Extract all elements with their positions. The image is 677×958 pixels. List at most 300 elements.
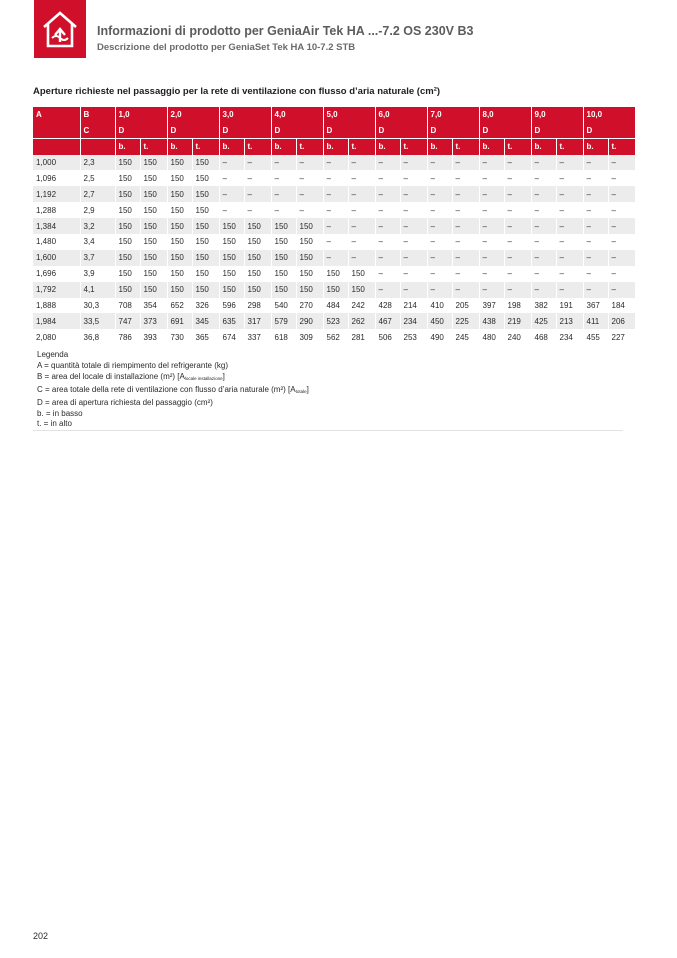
table-cell: 225 — [452, 313, 479, 329]
table-cell: 150 — [140, 186, 167, 202]
ventilation-table-container — [33, 107, 623, 345]
section-title: Aperture richieste nel passaggio per la rete di ventilazione con flusso d’aria naturale (cm²) — [33, 86, 441, 97]
header-top: t. — [296, 139, 323, 155]
table-cell: 150 — [167, 170, 192, 186]
table-cell: 281 — [348, 329, 375, 345]
table-cell: 382 — [531, 298, 556, 314]
header-top: t. — [400, 139, 427, 155]
table-cell: 150 — [140, 282, 167, 298]
table-cell: 214 — [400, 298, 427, 314]
table-cell: 150 — [140, 170, 167, 186]
table-cell: 635 — [219, 313, 244, 329]
table-cell: – — [452, 170, 479, 186]
table-cell: 652 — [167, 298, 192, 314]
table-cell: – — [608, 155, 635, 171]
table-cell: – — [296, 202, 323, 218]
table-cell: 150 — [140, 218, 167, 234]
table-cell: – — [608, 234, 635, 250]
table-row — [33, 218, 635, 234]
table-cell: – — [479, 202, 504, 218]
legend-b-text: B = area del locale di installazione (m²) [A — [37, 371, 185, 381]
table-cell: – — [323, 202, 348, 218]
table-cell: – — [583, 218, 608, 234]
table-cell: – — [504, 282, 531, 298]
table-cell: 367 — [583, 298, 608, 314]
header-c-value: 1,0 — [115, 107, 167, 123]
header-d: D — [271, 123, 323, 139]
table-cell: – — [375, 170, 400, 186]
table-cell: – — [504, 266, 531, 282]
table-cell: – — [244, 170, 271, 186]
table-cell: 150 — [296, 266, 323, 282]
table-cell: 393 — [140, 329, 167, 345]
legend-b-subscript: locale installazione — [184, 375, 223, 381]
header-bottom: b. — [531, 139, 556, 155]
table-row — [33, 170, 635, 186]
table-cell: – — [400, 250, 427, 266]
table-cell: 150 — [140, 266, 167, 282]
table-cell: 150 — [140, 155, 167, 171]
table-cell: 240 — [504, 329, 531, 345]
legend-item-a: A = quantità totale di riempimento del refrigerante (kg) — [37, 360, 228, 370]
table-cell: 562 — [323, 329, 348, 345]
table-cell: – — [479, 186, 504, 202]
table-cell: – — [608, 170, 635, 186]
table-cell: – — [427, 202, 452, 218]
header-d: D — [427, 123, 479, 139]
table-cell: 150 — [115, 250, 140, 266]
table-cell: – — [583, 170, 608, 186]
table-cell: – — [556, 250, 583, 266]
header-bottom: b. — [375, 139, 400, 155]
legend-item-b — [37, 372, 309, 385]
table-cell: 3,9 — [80, 266, 115, 282]
table-cell: 2,5 — [80, 170, 115, 186]
table-cell: 150 — [192, 250, 219, 266]
page-header-title: Informazioni di prodotto per GeniaAir Tek HA ...-7.2 OS 230V B3 — [97, 24, 474, 38]
header-bottom: b. — [167, 139, 192, 155]
table-cell: 150 — [115, 266, 140, 282]
header-blank — [80, 139, 115, 155]
table-cell: – — [504, 250, 531, 266]
table-cell: 1,000 — [33, 155, 80, 171]
table-cell: 691 — [167, 313, 192, 329]
table-cell: – — [556, 282, 583, 298]
table-cell: 36,8 — [80, 329, 115, 345]
table-cell: – — [323, 218, 348, 234]
table-cell: 213 — [556, 313, 583, 329]
table-cell: – — [400, 155, 427, 171]
table-cell: 747 — [115, 313, 140, 329]
table-cell: – — [244, 202, 271, 218]
table-cell: 410 — [427, 298, 452, 314]
table-cell: 326 — [192, 298, 219, 314]
table-cell: 150 — [115, 170, 140, 186]
table-cell: 1,888 — [33, 298, 80, 314]
table-body — [33, 155, 635, 346]
header-d: D — [219, 123, 271, 139]
table-cell: 150 — [167, 282, 192, 298]
header-c: C — [80, 123, 115, 139]
table-cell: 468 — [531, 329, 556, 345]
legend — [37, 350, 309, 430]
table-cell: 2,3 — [80, 155, 115, 171]
table-cell: – — [504, 218, 531, 234]
table-cell: 150 — [115, 202, 140, 218]
table-cell: 150 — [271, 250, 296, 266]
table-cell: 2,7 — [80, 186, 115, 202]
table-cell: 2,9 — [80, 202, 115, 218]
table-cell: 3,7 — [80, 250, 115, 266]
table-cell: 150 — [192, 234, 219, 250]
table-row — [33, 298, 635, 314]
header-a: A — [33, 107, 80, 123]
table-cell: – — [348, 250, 375, 266]
table-cell: – — [452, 250, 479, 266]
legend-c-text: C = area totale della rete di ventilazione con flusso d’aria naturale (m²) [A — [37, 384, 296, 394]
header-d: D — [531, 123, 583, 139]
table-row — [33, 202, 635, 218]
table-cell: – — [583, 266, 608, 282]
header-c-value: 2,0 — [167, 107, 219, 123]
table-cell: – — [531, 282, 556, 298]
table-cell: 3,4 — [80, 234, 115, 250]
table-cell: 298 — [244, 298, 271, 314]
table-cell: – — [504, 155, 531, 171]
table-cell: – — [583, 155, 608, 171]
header-top: t. — [348, 139, 375, 155]
table-cell: 150 — [167, 234, 192, 250]
table-cell: – — [244, 155, 271, 171]
table-cell: – — [556, 218, 583, 234]
table-cell: – — [583, 234, 608, 250]
header-bottom: b. — [271, 139, 296, 155]
table-cell: 345 — [192, 313, 219, 329]
legend-c-bracket: ] — [306, 384, 309, 394]
table-cell: – — [271, 202, 296, 218]
table-cell: 484 — [323, 298, 348, 314]
table-cell: 150 — [167, 186, 192, 202]
table-cell: – — [452, 186, 479, 202]
header-d: D — [115, 123, 167, 139]
table-cell: 150 — [271, 234, 296, 250]
table-cell: 150 — [323, 282, 348, 298]
table-cell: – — [531, 250, 556, 266]
table-cell: 270 — [296, 298, 323, 314]
table-cell: – — [375, 218, 400, 234]
table-cell: – — [479, 266, 504, 282]
header-d: D — [323, 123, 375, 139]
table-cell: – — [271, 155, 296, 171]
table-cell: 150 — [167, 218, 192, 234]
table-cell: – — [427, 266, 452, 282]
legend-c-subscript: totale — [295, 388, 307, 394]
table-cell: – — [323, 155, 348, 171]
table-cell: – — [375, 186, 400, 202]
table-cell: 1,288 — [33, 202, 80, 218]
header-top: t. — [452, 139, 479, 155]
table-cell: 450 — [427, 313, 452, 329]
table-cell: 1,696 — [33, 266, 80, 282]
table-cell: 150 — [271, 218, 296, 234]
table-cell: 150 — [219, 234, 244, 250]
table-cell: 428 — [375, 298, 400, 314]
table-cell: – — [427, 186, 452, 202]
table-cell: – — [375, 250, 400, 266]
table-cell: 33,5 — [80, 313, 115, 329]
table-cell: – — [219, 186, 244, 202]
table-cell: 205 — [452, 298, 479, 314]
table-cell: 150 — [219, 282, 244, 298]
table-cell: – — [219, 202, 244, 218]
table-cell: – — [296, 186, 323, 202]
table-cell: – — [531, 266, 556, 282]
table-cell: – — [531, 170, 556, 186]
header-blank — [33, 123, 80, 139]
table-cell: – — [400, 186, 427, 202]
table-cell: – — [583, 186, 608, 202]
table-cell: 1,192 — [33, 186, 80, 202]
table-cell: – — [323, 234, 348, 250]
header-c-value: 8,0 — [479, 107, 531, 123]
table-cell: 150 — [140, 234, 167, 250]
table-cell: 184 — [608, 298, 635, 314]
table-cell: – — [348, 155, 375, 171]
header-blank — [33, 139, 80, 155]
table-cell: 150 — [192, 202, 219, 218]
table-cell: – — [583, 282, 608, 298]
table-cell: 1,096 — [33, 170, 80, 186]
table-cell: 150 — [296, 218, 323, 234]
table-cell: – — [608, 202, 635, 218]
table-cell: 365 — [192, 329, 219, 345]
table-cell: – — [452, 266, 479, 282]
header-c-value: 7,0 — [427, 107, 479, 123]
table-cell: – — [452, 234, 479, 250]
table-cell: 397 — [479, 298, 504, 314]
header-c-value: 4,0 — [271, 107, 323, 123]
table-cell: – — [556, 155, 583, 171]
table-cell: – — [427, 155, 452, 171]
header-bottom: b. — [583, 139, 608, 155]
table-cell: 150 — [115, 155, 140, 171]
table-cell: – — [348, 218, 375, 234]
table-cell: – — [375, 234, 400, 250]
legend-item-bottom: b. = in basso — [37, 408, 83, 418]
header-bottom: b. — [427, 139, 452, 155]
table-cell: – — [400, 266, 427, 282]
header-c-value: 3,0 — [219, 107, 271, 123]
table-cell: 150 — [167, 250, 192, 266]
table-cell: 480 — [479, 329, 504, 345]
header-d: D — [167, 123, 219, 139]
table-cell: – — [531, 202, 556, 218]
table-cell: – — [244, 186, 271, 202]
table-cell: – — [608, 266, 635, 282]
page-header-subtitle: Descrizione del prodotto per GeniaSet Tek HA 10-7.2 STB — [97, 42, 356, 53]
header-c-value: 6,0 — [375, 107, 427, 123]
table-row — [33, 282, 635, 298]
table-cell: – — [556, 202, 583, 218]
table-cell: 227 — [608, 329, 635, 345]
table-cell: – — [504, 234, 531, 250]
table-cell: 150 — [244, 266, 271, 282]
table-cell: – — [271, 170, 296, 186]
table-cell: – — [323, 186, 348, 202]
table-cell: 150 — [323, 266, 348, 282]
table-cell: – — [427, 218, 452, 234]
table-cell: 674 — [219, 329, 244, 345]
table-cell: 490 — [427, 329, 452, 345]
legend-item-d: D = area di apertura richiesta del passaggio (cm²) — [37, 397, 213, 407]
table-row — [33, 313, 635, 329]
header-bottom: b. — [115, 139, 140, 155]
table-cell: – — [556, 170, 583, 186]
table-cell: – — [427, 170, 452, 186]
table-cell: 150 — [140, 202, 167, 218]
legend-b-bracket: ] — [222, 371, 225, 381]
table-cell: – — [556, 234, 583, 250]
ventilation-openings-table — [33, 107, 636, 345]
page-number: 202 — [33, 931, 49, 941]
table-cell: – — [375, 202, 400, 218]
table-cell: 579 — [271, 313, 296, 329]
table-cell: 30,3 — [80, 298, 115, 314]
table-cell: – — [296, 170, 323, 186]
table-cell: – — [479, 155, 504, 171]
table-cell: 1,600 — [33, 250, 80, 266]
header-c-value: 10,0 — [583, 107, 635, 123]
table-cell: 506 — [375, 329, 400, 345]
table-cell: 3,2 — [80, 218, 115, 234]
table-cell: 150 — [348, 266, 375, 282]
table-cell: – — [479, 234, 504, 250]
table-cell: – — [583, 250, 608, 266]
table-cell: – — [556, 266, 583, 282]
table-cell: 730 — [167, 329, 192, 345]
table-cell: – — [452, 202, 479, 218]
table-cell: 150 — [271, 282, 296, 298]
table-cell: – — [400, 282, 427, 298]
table-cell: – — [427, 250, 452, 266]
header-d: D — [583, 123, 635, 139]
table-cell: 150 — [296, 282, 323, 298]
table-cell: 1,984 — [33, 313, 80, 329]
table-cell: 786 — [115, 329, 140, 345]
table-cell: – — [504, 186, 531, 202]
table-cell: – — [427, 282, 452, 298]
table-cell: – — [400, 202, 427, 218]
table-cell: 1,384 — [33, 218, 80, 234]
table-cell: – — [348, 202, 375, 218]
table-cell: 191 — [556, 298, 583, 314]
table-cell: 317 — [244, 313, 271, 329]
header-top: t. — [504, 139, 531, 155]
table-cell: 455 — [583, 329, 608, 345]
header-top: t. — [192, 139, 219, 155]
header-bottom: b. — [219, 139, 244, 155]
house-heat-icon — [34, 0, 86, 58]
table-header — [33, 107, 635, 155]
table-cell: – — [583, 202, 608, 218]
table-cell: – — [479, 170, 504, 186]
header-c-value: 9,0 — [531, 107, 583, 123]
table-cell: – — [504, 170, 531, 186]
table-cell: 150 — [296, 250, 323, 266]
table-cell: 150 — [219, 266, 244, 282]
table-cell: – — [479, 282, 504, 298]
table-cell: 150 — [192, 282, 219, 298]
table-cell: – — [504, 202, 531, 218]
table-cell: 234 — [556, 329, 583, 345]
table-cell: 150 — [192, 186, 219, 202]
header-top: t. — [140, 139, 167, 155]
table-cell: – — [452, 282, 479, 298]
table-cell: – — [323, 250, 348, 266]
legend-title: Legenda — [37, 350, 69, 359]
table-cell: 262 — [348, 313, 375, 329]
table-cell: 150 — [115, 186, 140, 202]
header-bottom: b. — [323, 139, 348, 155]
table-cell: 219 — [504, 313, 531, 329]
table-cell: 245 — [452, 329, 479, 345]
table-cell: 1,792 — [33, 282, 80, 298]
table-cell: – — [531, 234, 556, 250]
table-cell: 150 — [167, 155, 192, 171]
table-cell: 354 — [140, 298, 167, 314]
table-cell: 150 — [244, 234, 271, 250]
table-cell: – — [479, 250, 504, 266]
table-cell: 242 — [348, 298, 375, 314]
header-d: D — [479, 123, 531, 139]
table-cell: 438 — [479, 313, 504, 329]
table-cell: 2,080 — [33, 329, 80, 345]
table-cell: – — [375, 282, 400, 298]
table-cell: 150 — [192, 218, 219, 234]
table-cell: 540 — [271, 298, 296, 314]
header-top: t. — [556, 139, 583, 155]
legend-item-c — [37, 385, 309, 398]
table-cell: – — [531, 155, 556, 171]
table-cell: 309 — [296, 329, 323, 345]
header-top: t. — [244, 139, 271, 155]
table-cell: – — [296, 155, 323, 171]
table-cell: 337 — [244, 329, 271, 345]
table-cell: – — [348, 170, 375, 186]
table-cell: 150 — [115, 218, 140, 234]
table-cell: 150 — [115, 282, 140, 298]
header-d: D — [375, 123, 427, 139]
table-cell: – — [452, 155, 479, 171]
table-cell: 411 — [583, 313, 608, 329]
table-cell: 150 — [296, 234, 323, 250]
brand-logo — [34, 0, 86, 58]
table-cell: – — [427, 234, 452, 250]
table-cell: 150 — [192, 155, 219, 171]
table-row — [33, 329, 635, 345]
table-cell: 523 — [323, 313, 348, 329]
table-cell: 1,480 — [33, 234, 80, 250]
table-cell: – — [531, 218, 556, 234]
table-row — [33, 155, 635, 171]
table-cell: 150 — [167, 202, 192, 218]
legend-divider — [33, 430, 623, 431]
table-cell: – — [219, 155, 244, 171]
table-cell: – — [323, 170, 348, 186]
table-cell: 425 — [531, 313, 556, 329]
table-cell: – — [556, 186, 583, 202]
table-cell: – — [400, 170, 427, 186]
